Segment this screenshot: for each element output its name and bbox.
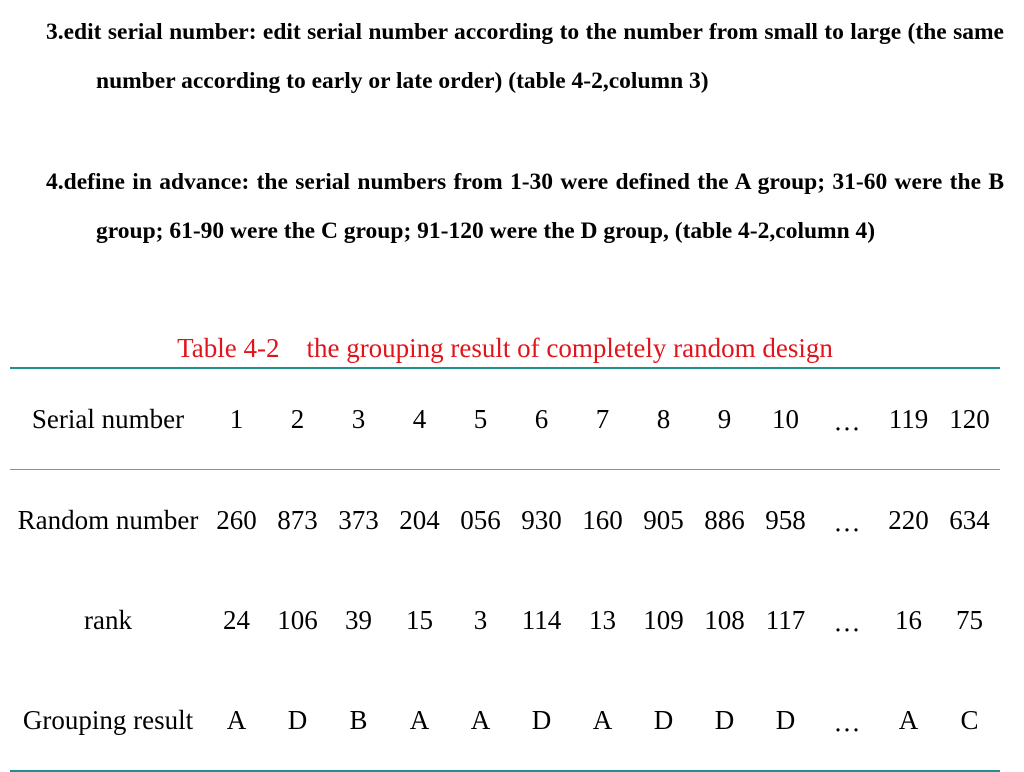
table-cell: 24 — [223, 604, 250, 635]
table-cell: ··· — [816, 368, 878, 470]
table-cell: 204 — [399, 504, 440, 535]
paragraph-step-4: 4.define in advance: the serial numbers from 1-30 were defined the A group; 31-60 were the B group; 61-90 were the C group; 91-120 were the D group, (table 4-2,column 4) — [46, 169, 1004, 244]
table-cell: 109 — [643, 604, 684, 635]
table-cell: 114 — [521, 604, 562, 635]
row-label: Serial number — [10, 368, 206, 470]
table-cell: 75 — [956, 604, 983, 635]
table-cell: 260 — [216, 504, 257, 535]
table-cell: 7 — [572, 368, 633, 470]
table-cell: 10 — [755, 368, 816, 470]
table-cell: 056 — [460, 504, 501, 535]
table-cell: 16 — [895, 604, 922, 635]
random-number-row — [10, 470, 1000, 571]
table-cell: B — [349, 704, 368, 735]
table-cell: 160 — [582, 504, 623, 535]
table-cell: C — [960, 704, 979, 735]
row-label: Random number — [17, 504, 199, 535]
table-cell: 220 — [888, 504, 929, 535]
table-cell: D — [775, 704, 796, 735]
table-cell: 4 — [389, 368, 450, 470]
serial-number-row — [10, 368, 1000, 470]
table-cell: 6 — [511, 368, 572, 470]
table-cell: A — [592, 704, 613, 735]
table-cell: 634 — [949, 504, 990, 535]
table-cell: ··· — [833, 714, 861, 745]
table-cell: D — [531, 704, 552, 735]
row-label: rank — [84, 604, 132, 635]
table-cell: 15 — [406, 604, 433, 635]
table-cell: 13 — [589, 604, 616, 635]
table-cell: 106 — [277, 604, 318, 635]
table-cell: ··· — [833, 614, 861, 645]
table-cell: 886 — [704, 504, 745, 535]
grouping-table — [10, 367, 1000, 772]
table-cell: 373 — [338, 504, 379, 535]
table-cell: 905 — [643, 504, 684, 535]
table-cell: D — [714, 704, 735, 735]
table-cell: 117 — [765, 604, 806, 635]
table-cell: 39 — [345, 604, 372, 635]
table-cell: A — [226, 704, 247, 735]
table-cell: 108 — [704, 604, 745, 635]
table-cell: 9 — [694, 368, 755, 470]
table-cell: 930 — [521, 504, 562, 535]
table-cell: 119 — [878, 368, 939, 470]
table-cell: A — [470, 704, 491, 735]
table-cell: A — [898, 704, 919, 735]
table-cell: 8 — [633, 368, 694, 470]
row-label: Grouping result — [22, 704, 194, 735]
table-cell: 2 — [267, 368, 328, 470]
grouping-result-row — [10, 670, 1000, 771]
table-cell: 5 — [450, 368, 511, 470]
table-cell: 3 — [328, 368, 389, 470]
table-caption: Table 4-2 the grouping result of completely random design — [177, 333, 833, 363]
paragraph-step-3: 3.edit serial number: edit serial number according to the number from small to large (the same number according to early or late order) (table 4-2,column 3) — [46, 19, 1004, 94]
table-cell: D — [287, 704, 308, 735]
table-cell: 3 — [473, 604, 488, 635]
table-cell: ··· — [833, 514, 861, 545]
table-cell: 873 — [277, 504, 318, 535]
table-cell: 958 — [765, 504, 806, 535]
table-cell: A — [409, 704, 430, 735]
table-cell: D — [653, 704, 674, 735]
table-cell: 120 — [939, 368, 1000, 470]
table-cell: 1 — [206, 368, 267, 470]
rank-row — [10, 570, 1000, 670]
